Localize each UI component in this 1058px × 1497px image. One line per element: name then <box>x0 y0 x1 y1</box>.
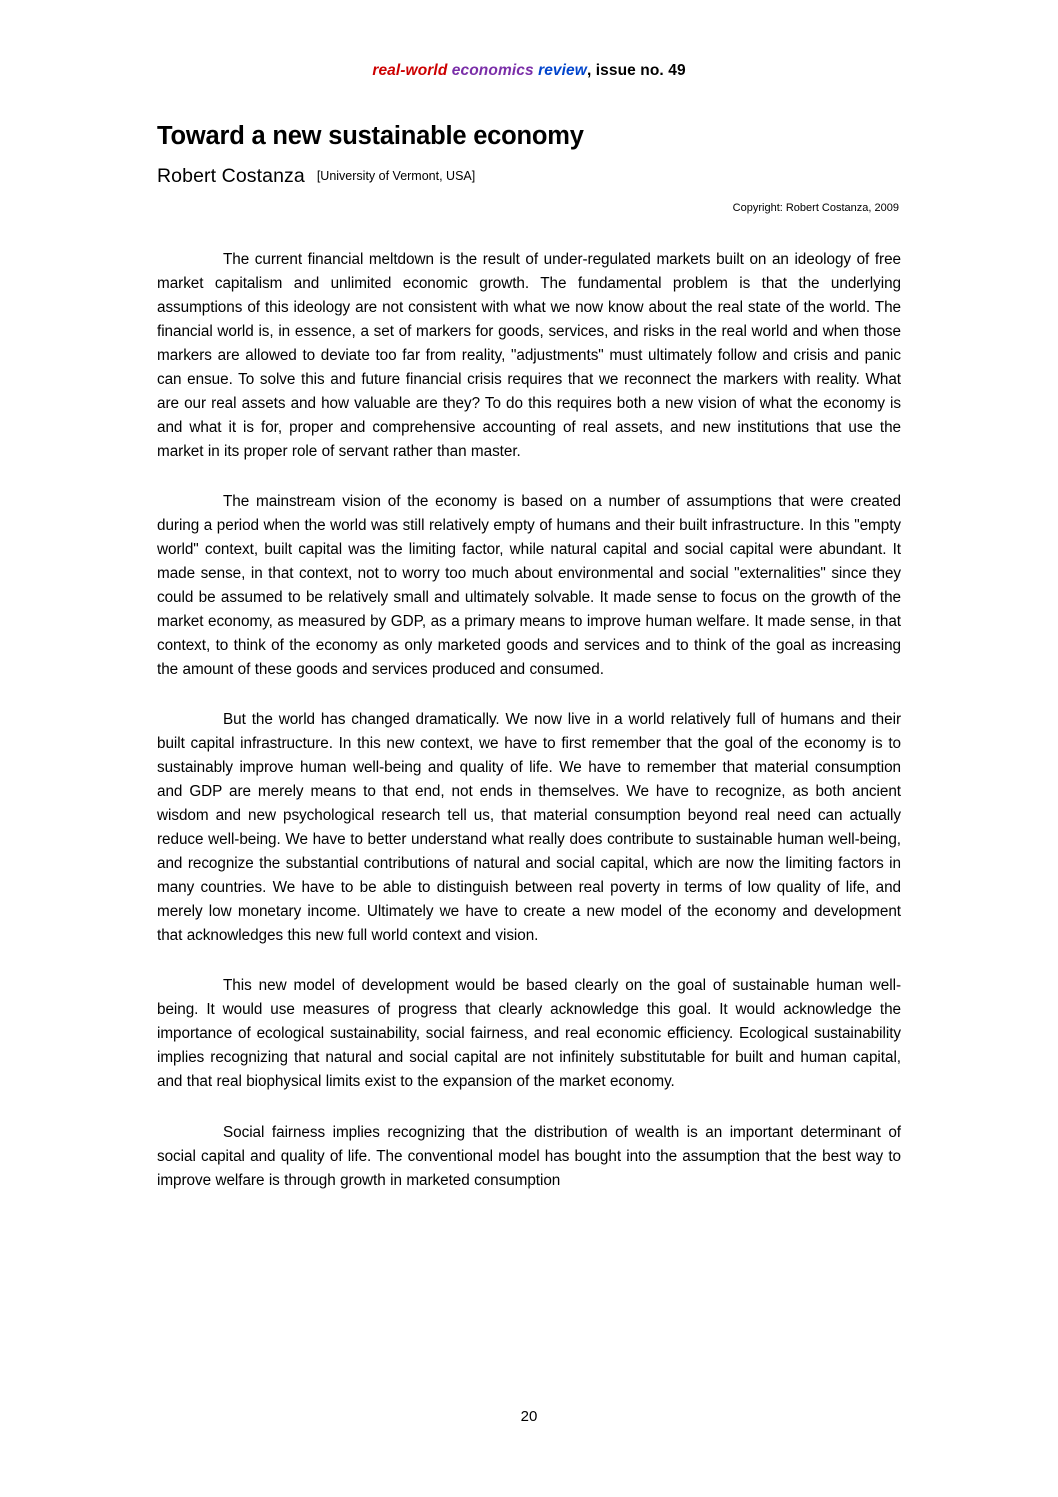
article-content <box>0 122 1058 1193</box>
author-affiliation: [University of Vermont, USA] <box>316 169 476 183</box>
copyright-notice: Copyright: Robert Costanza, 2009 <box>732 202 899 214</box>
journal-title-part2: economics <box>451 62 539 79</box>
page-title: Toward a new sustainable economy <box>157 122 584 150</box>
running-header <box>0 0 1058 80</box>
body-paragraph: Social fairness implies recognizing that the distribution of wealth is an important determinant of social capital and quality of life. The conventional model has bought into the assumption that the best way to improve welfare is through growth in marketed consumption <box>157 1123 901 1189</box>
author-name: Robert Costanza <box>157 165 305 187</box>
issue-number: , issue no. 49 <box>586 62 686 79</box>
body-paragraph: But the world has changed dramatically. We now live in a world relatively full of humans and their built capital infrastructure. In this new context, we have to first remember that the goal of the economy is to sustainably improve human well-being and quality of life. We have to remember that material consumption and GDP are merely means to that end, not ends in themselves. We have to recognize, as both ancient wisdom and new psychological research tell us, that material consumption beyond real need can actually reduce well-being. We have to better understand what really does contribute to sustainable human well-being, and recognize the substantial contributions of natural and social capital, which are now the limiting factors in many countries. We have to be able to distinguish between real poverty in terms of low quality of life, and merely low monetary income. Ultimately we have to create a new model of the economy and development that acknowledges this new full world context and vision. <box>157 711 901 945</box>
body-paragraph: The current financial meltdown is the result of under-regulated markets built on an ideology of free market capitalism and unlimited economic growth. The fundamental problem is that the underlying assumptions of this ideology are not consistent with what we now know about the real state of the world. The financial world is, in essence, a set of markers for goods, services, and risks in the real world and when those markers are allowed to deviate too far from reality, "adjustments" must ultimately follow and crisis and panic can ensue. To solve this and future financial crisis requires that we reconnect the markers with reality. What are our real assets and how valuable are they? To do this requires both a new vision of what the economy is and what it is for, proper and comprehensive accounting of real assets, and new institutions that use the market in its proper role of servant rather than master. <box>157 251 901 461</box>
body-paragraph: The mainstream vision of the economy is based on a number of assumptions that were created during a period when the world was still relatively empty of humans and their built infrastructure. In this "empty world" context, built capital was the limiting factor, while natural capital and social capital were abundant. It made sense, in that context, not to worry too much about environmental and social "externalities" since they could be assumed to be relatively small and ultimately solvable. It made sense to focus on the growth of the market economy, as measured by GDP, as a primary means to improve human welfare. It made sense, in that context, to think of the economy as only marketed goods and services and to think of the goal as increasing the amount of these goods and services produced and consumed. <box>157 493 901 679</box>
journal-title-part3: review <box>538 62 587 79</box>
page-number: 20 <box>520 1408 538 1425</box>
journal-title-part1: real-world <box>372 62 452 79</box>
author-line <box>157 165 901 188</box>
body-paragraph: This new model of development would be based clearly on the goal of sustainable human well-being. It would use measures of progress that clearly acknowledge this goal. It would acknowledge the importance of ecological sustainability, social fairness, and real economic efficiency. Ecological sustainability implies recognizing that natural and social capital are not infinitely substitutable for built and human capital, and that real biophysical limits exist to the expansion of the market economy. <box>157 977 901 1091</box>
